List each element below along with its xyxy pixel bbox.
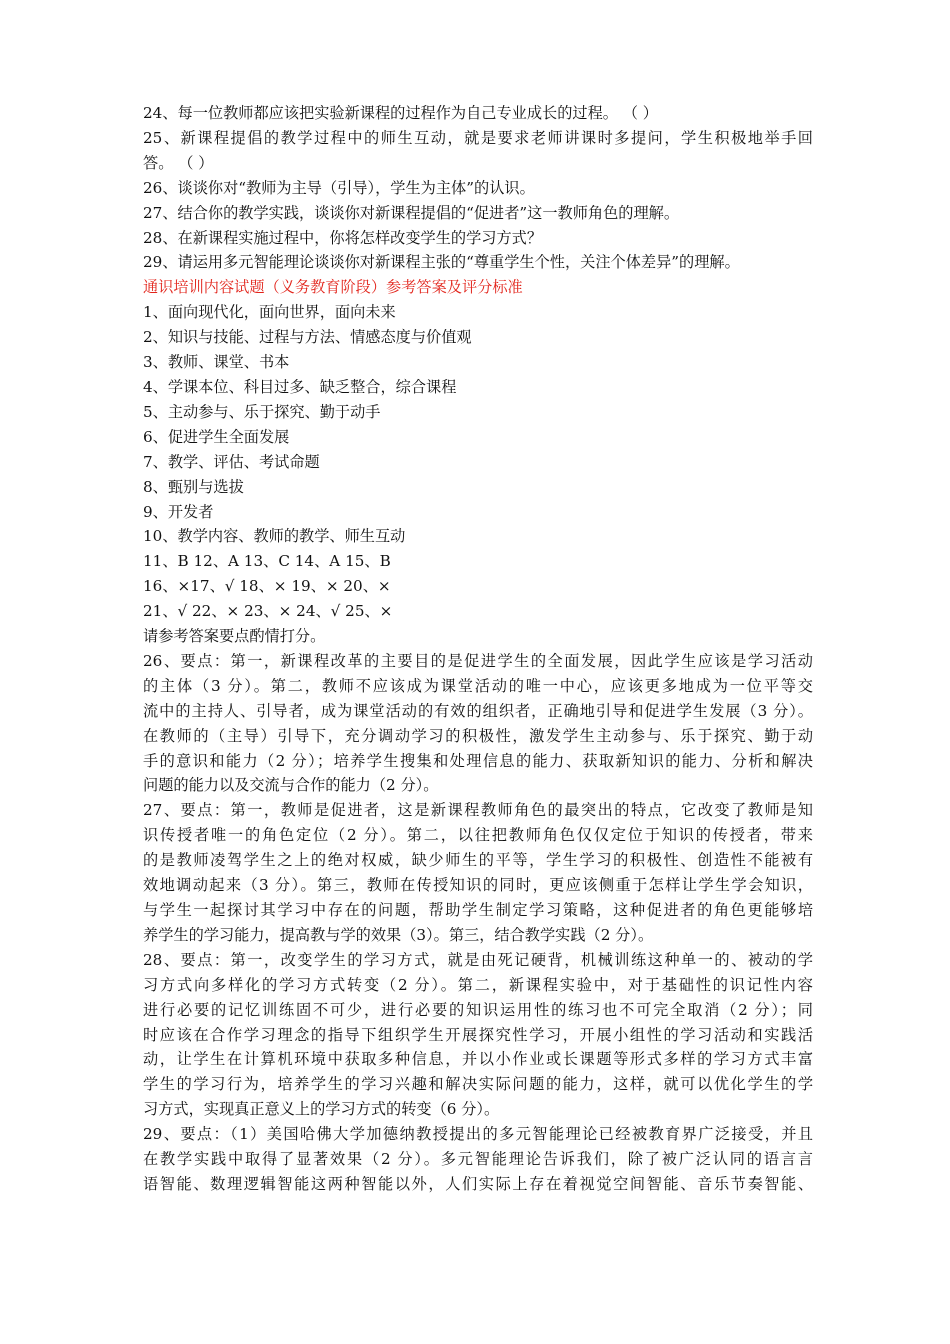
essay-line: 习方式，实现真正意义上的学习方式的转变（6 分）。: [143, 1100, 500, 1119]
essay-line: 时应该在合作学习理念的指导下组织学生开展探究性学习，开展小组性的学习活动和实践活: [143, 1025, 813, 1044]
essay-line: 流中的主持人、引导者，成为课堂活动的有效的组织者，正确地引导和促进学生发展（3 分）。: [143, 701, 813, 720]
short-answer-item: 7、教学、评估、考试命题: [143, 452, 320, 471]
essay-line: 在教师的（主导）引导下，充分调动学习的积极性，激发学生主动参与、乐于探究、勤于动: [143, 726, 813, 745]
answer-key-heading: 通识培训内容试题（义务教育阶段）参考答案及评分标准: [143, 278, 523, 297]
essay-answer-27: [143, 798, 813, 947]
question-26: 26、谈谈你对“教师为主导（引导），学生为主体”的认识。: [143, 178, 535, 197]
short-answer-item: 1、面向现代化，面向世界，面向未来: [143, 303, 396, 322]
essay-line: 语智能、数理逻辑智能这两种智能以外，人们实际上存在着视觉空间智能、音乐节奏智能、: [143, 1174, 813, 1193]
short-answer-item: 11、B 12、A 13、C 14、A 15、B: [143, 552, 391, 571]
essay-line: 与学生一起探讨其学习中存在的问题，帮助学生制定学习策略，这种促进者的角色更能够培: [143, 901, 813, 919]
question-list: [143, 101, 813, 275]
short-answer-item: 10、教学内容、教师的教学、师生互动: [143, 527, 406, 546]
short-answer-item: 8、甄别与选拔: [143, 477, 244, 496]
essay-line: 进行必要的记忆训练固不可少，进行必要的知识运用性的练习也不可完全取消（2 分）；同: [143, 1000, 813, 1019]
essay-line: 识传授者唯一的角色定位（2 分）。第二，以往把教师角色仅仅定位于知识的传授者，带来: [143, 826, 813, 845]
question-25-line-1: 25、新课程提倡的教学过程中的师生互动，就是要求老师讲课时多提问，学生积极地举手回: [143, 128, 813, 147]
short-answer-item: 2、知识与技能、过程与方法、情感态度与价值观: [143, 328, 472, 347]
short-answer-item: 5、主动参与、乐于探究、勤于动手: [143, 402, 381, 421]
short-answer-list: [143, 300, 813, 649]
essay-line: 学生的学习行为，培养学生的学习兴趣和解决实际问题的能力，这样，就可以优化学生的学: [143, 1075, 813, 1094]
essay-line: 效地调动起来（3 分）。第三，教师在传授知识的同时，更应该侧重于怎样让学生学会知识，: [143, 876, 813, 895]
essay-line: 动，让学生在计算机环境中获取多种信息，并以小作业或长课题等形式多样的学习方式丰富: [143, 1050, 813, 1069]
question-24: 24、每一位教师都应该把实验新课程的过程作为自己专业成长的过程。 （ ）: [143, 104, 658, 122]
question-25-line-2: 答。 （ ）: [143, 153, 214, 172]
essay-answer-28: [143, 948, 813, 1122]
essay-line: 问题的能力以及交流与合作的能力（2 分）。: [143, 776, 439, 795]
question-28: 28、在新课程实施过程中，你将怎样改变学生的学习方式？: [143, 228, 543, 247]
page-content: [143, 101, 813, 1197]
essay-line: 习方式向多样化的学习方式转变（2 分）。第二，新课程实验中，对于基础性的识记性内容: [143, 975, 813, 994]
essay-line: 29、要点：（1）美国哈佛大学加德纳教授提出的多元智能理论已经被教育界广泛接受，并且: [143, 1125, 813, 1144]
short-answer-item: 16、×17、√ 18、× 19、× 20、×: [143, 577, 391, 596]
grading-note: 请参考答案要点酌情打分。: [143, 627, 326, 646]
essay-line: 27、要点：第一，教师是促进者，这是新课程教师角色的最突出的特点，它改变了教师是知: [143, 801, 813, 820]
short-answer-item: 21、√ 22、× 23、× 24、√ 25、×: [143, 602, 393, 621]
essay-line: 养学生的学习能力，提高教与学的效果（3）。第三，结合教学实践（2 分）。: [143, 925, 654, 944]
essay-line: 在教学实践中取得了显著效果（2 分）。多元智能理论告诉我们，除了被广泛认同的语言言: [143, 1150, 813, 1169]
essay-line: 的主体（3 分）。第二，教师不应该成为课堂活动的唯一中心，应该更多地成为一位平等交: [143, 676, 813, 695]
short-answer-item: 9、开发者: [143, 502, 214, 521]
essay-answer-26: [143, 649, 813, 798]
short-answer-item: 3、教师、课堂、书本: [143, 353, 290, 372]
short-answer-item: 4、学课本位、科目过多、缺乏整合，综合课程: [143, 377, 457, 396]
question-27: 27、结合你的教学实践，谈谈你对新课程提倡的“促进者”这一教师角色的理解。: [143, 203, 680, 222]
short-answer-item: 6、促进学生全面发展: [143, 427, 290, 446]
essay-answer-29: [143, 1122, 813, 1197]
essay-line: 28、要点：第一，改变学生的学习方式，就是由死记硬背，机械训练这种单一的、被动的学: [143, 950, 813, 969]
essay-line: 的是教师凌驾学生之上的绝对权威，缺少师生的平等，学生学习的积极性、创造性不能被有: [143, 851, 813, 870]
question-29: 29、请运用多元智能理论谈谈你对新课程主张的“尊重学生个性，关注个体差异”的理解。: [143, 253, 740, 272]
essay-line: 26、要点：第一，新课程改革的主要目的是促进学生的全面发展，因此学生应该是学习活动: [143, 651, 813, 670]
essay-line: 手的意识和能力（2 分）；培养学生搜集和处理信息的能力、获取新知识的能力、分析和解决: [143, 751, 813, 770]
